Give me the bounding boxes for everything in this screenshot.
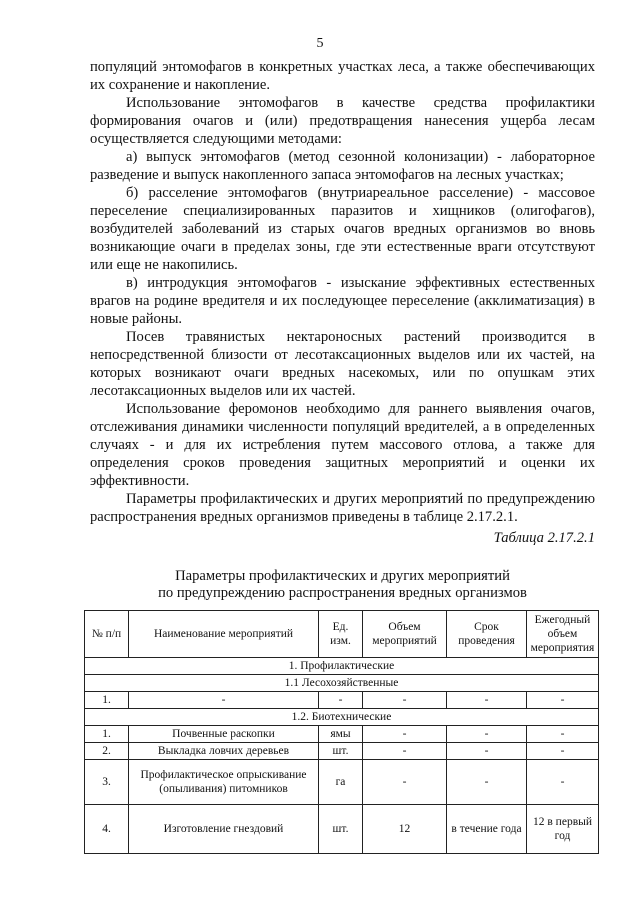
- cell-volume: 12: [363, 805, 447, 854]
- cell-name: -: [129, 692, 319, 709]
- cell-volume: -: [363, 692, 447, 709]
- cell-name: Почвенные раскопки: [129, 726, 319, 743]
- cell-volume: -: [363, 743, 447, 760]
- paragraph: Параметры профилактических и других мероприятий по предупреждению распространения вредных организмов приведены в таблице 2.17.2.1.: [90, 491, 595, 525]
- paragraph: а) выпуск энтомофагов (метод сезонной колонизации) - лабораторное разведение и выпуск накопленного запаса энтомофагов на лесных участках;: [90, 149, 595, 183]
- table-title-line: Параметры профилактических и других мероприятий: [175, 568, 510, 584]
- subsection-row: [85, 675, 599, 692]
- header-term: Срок проведения: [447, 611, 527, 658]
- subsection-title: 1.1 Лесохозяйственные: [85, 675, 599, 692]
- table-row: [85, 743, 599, 760]
- table-row: [85, 726, 599, 743]
- cell-term: -: [447, 692, 527, 709]
- section-row: [85, 658, 599, 675]
- paragraph: Использование энтомофагов в качестве средства профилактики формирования очагов и (или) предотвращения нанесения ущерба лесам осуществляется следующими методами:: [90, 95, 595, 147]
- cell-unit: га: [319, 760, 363, 805]
- cell-volume: -: [363, 726, 447, 743]
- header-annual: Ежегодный объем мероприятия: [527, 611, 599, 658]
- cell-num: 4.: [85, 805, 129, 854]
- paragraph: в) интродукция энтомофагов - изыскание эффективных естественных врагов на родине вредителя и их последующее переселение (акклиматизация) в новые районы.: [90, 275, 595, 327]
- page-number: 5: [316, 36, 324, 51]
- cell-annual: -: [527, 743, 599, 760]
- paragraph: популяций энтомофагов в конкретных участках леса, а также обеспечивающих их сохранение и накопление.: [90, 59, 595, 93]
- header-volume: Объем мероприятий: [363, 611, 447, 658]
- table-header-row: [85, 611, 599, 658]
- table-row: [85, 805, 599, 854]
- body-text: [90, 58, 595, 526]
- cell-name: Изготовление гнездовий: [129, 805, 319, 854]
- cell-name: Профилактическое опрыскивание (опыливания) питомников: [129, 760, 319, 805]
- paragraph: Использование феромонов необходимо для раннего выявления очагов, отслеживания динамики численности популяций вредителей, а в определенных случаях - и для их истребления путем массового отлова, а также для определения сроков проведения защитных мероприятий и оценки их эффективности.: [90, 401, 595, 489]
- subsection-row: [85, 709, 599, 726]
- paragraph: Посев травянистых нектароносных растений производится в непосредственной близости от лесотаксационных выделов или их частей, на которых возникают очаги вредных насекомых, или по опушкам этих лесотаксационных выделов или их частей.: [90, 329, 595, 399]
- table-label: Таблица 2.17.2.1: [493, 530, 595, 546]
- table-title-line: по предупреждению распространения вредных организмов: [158, 585, 527, 601]
- cell-annual: -: [527, 760, 599, 805]
- cell-unit: шт.: [319, 743, 363, 760]
- cell-annual: -: [527, 726, 599, 743]
- table-title: [90, 568, 595, 602]
- cell-annual: 12 в первый год: [527, 805, 599, 854]
- cell-term: -: [447, 743, 527, 760]
- header-name: Наименование мероприятий: [129, 611, 319, 658]
- cell-name: Выкладка ловчих деревьев: [129, 743, 319, 760]
- table-row: [85, 760, 599, 805]
- header-unit: Ед. изм.: [319, 611, 363, 658]
- cell-num: 2.: [85, 743, 129, 760]
- cell-unit: шт.: [319, 805, 363, 854]
- cell-annual: -: [527, 692, 599, 709]
- paragraph: б) расселение энтомофагов (внутриареальное расселение) - массовое переселение специализированных паразитов и хищников (олигофагов), возбудителей заболеваний из старых очагов вредных организмов во вновь возникающие очаги в пределах зоны, где эти естественные враги отсутствуют или еще не накопились.: [90, 185, 595, 273]
- section-title: 1. Профилактические: [85, 658, 599, 675]
- cell-num: 3.: [85, 760, 129, 805]
- parameters-table: [84, 610, 599, 854]
- cell-term: -: [447, 726, 527, 743]
- cell-num: 1.: [85, 692, 129, 709]
- header-num: № п/п: [85, 611, 129, 658]
- subsection-title: 1.2. Биотехнические: [85, 709, 599, 726]
- cell-unit: ямы: [319, 726, 363, 743]
- table-row: [85, 692, 599, 709]
- cell-term: -: [447, 760, 527, 805]
- cell-term: в течение года: [447, 805, 527, 854]
- cell-unit: -: [319, 692, 363, 709]
- cell-volume: -: [363, 760, 447, 805]
- cell-num: 1.: [85, 726, 129, 743]
